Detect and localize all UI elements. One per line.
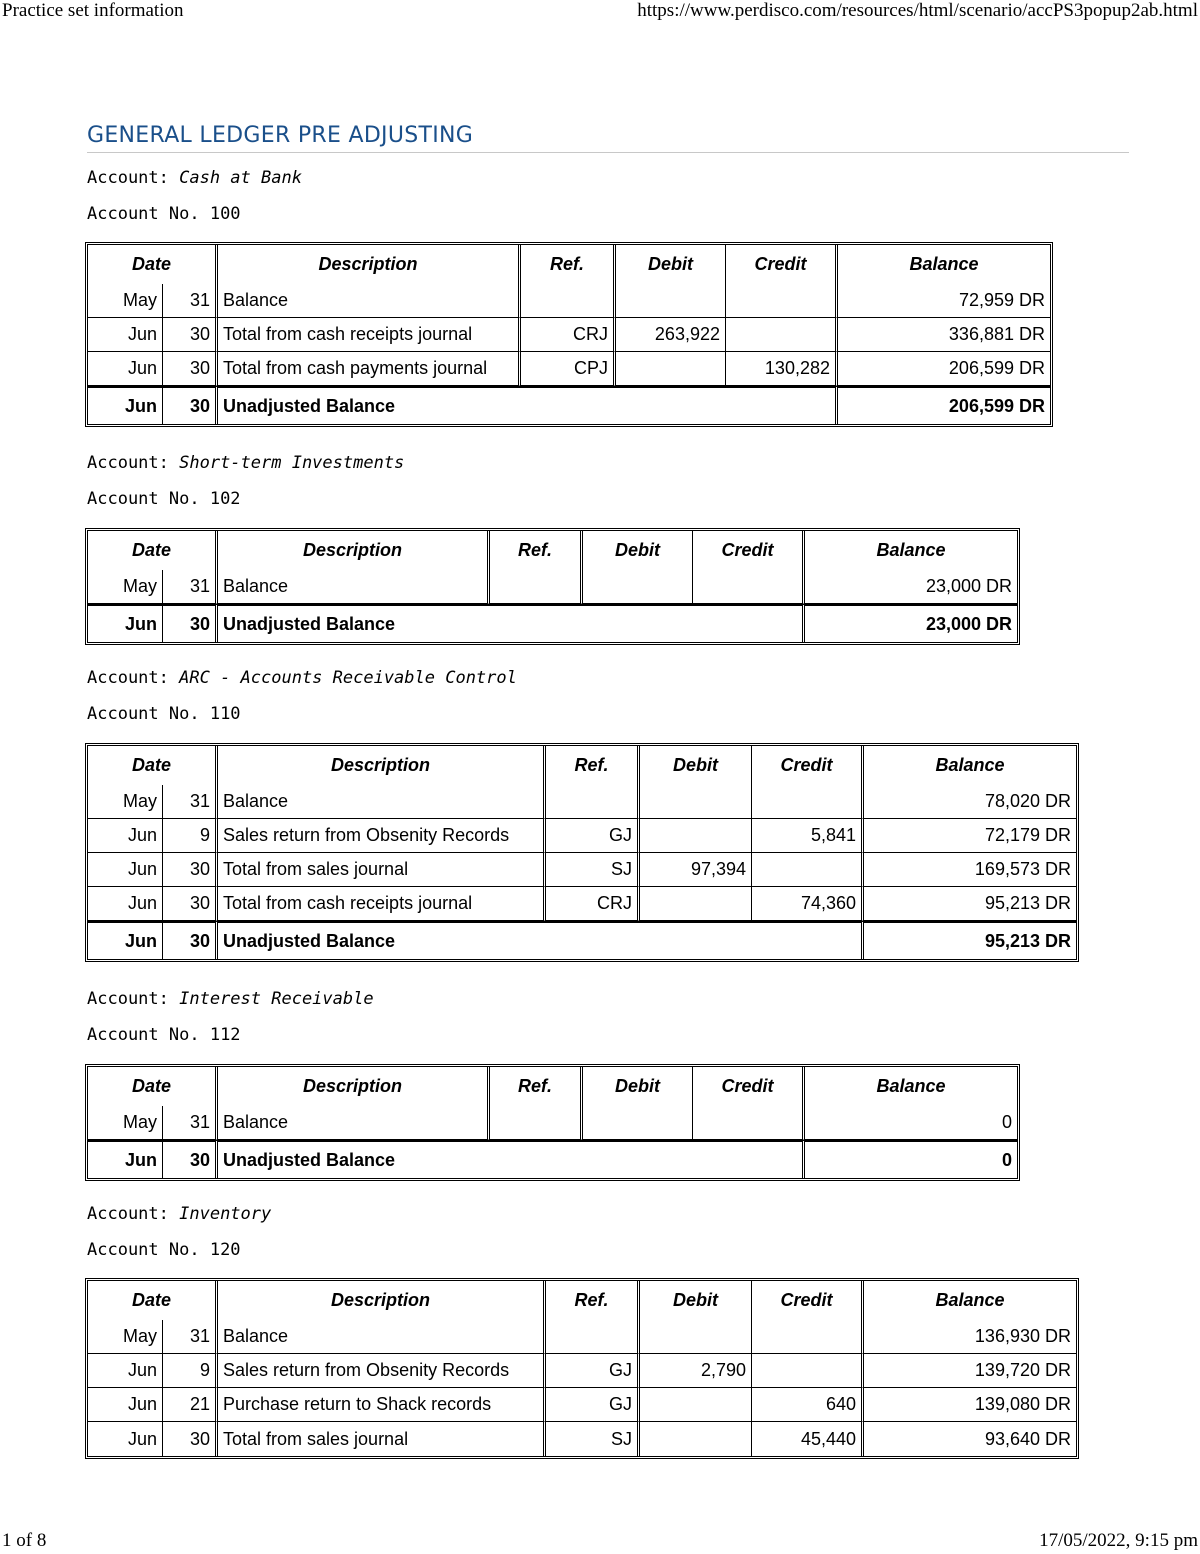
entry-day: 30 — [163, 887, 218, 921]
entry-credit: 640 — [752, 1388, 864, 1422]
entry-debit — [583, 570, 693, 604]
col-ref: Ref. — [490, 1067, 583, 1106]
ledger-row — [88, 1320, 1076, 1354]
total-month: Jun — [88, 921, 163, 959]
entry-balance: 78,020 DR — [864, 785, 1076, 819]
entry-description: Total from cash receipts journal — [218, 887, 546, 921]
col-debit: Debit — [616, 245, 726, 284]
col-description: Description — [218, 531, 490, 570]
entry-month: Jun — [88, 853, 163, 887]
entry-month: Jun — [88, 1388, 163, 1422]
entry-month: Jun — [88, 1354, 163, 1388]
total-month: Jun — [88, 386, 163, 424]
entry-description: Sales return from Obsenity Records — [218, 819, 546, 853]
account-label: Account: — [87, 453, 180, 473]
col-date: Date — [88, 746, 218, 785]
print-header-title: Practice set information — [2, 0, 184, 21]
col-date: Date — [88, 1281, 218, 1320]
ledger-header — [88, 531, 1017, 570]
entry-description: Balance — [218, 785, 546, 819]
ledger-table — [85, 1064, 1020, 1181]
total-day: 30 — [163, 386, 218, 424]
entry-ref — [490, 1106, 583, 1140]
entry-balance: 139,080 DR — [864, 1388, 1076, 1422]
col-balance: Balance — [935, 755, 1005, 775]
entry-day: 30 — [163, 318, 218, 352]
entry-ref: CRJ — [546, 887, 640, 921]
entry-credit — [752, 853, 864, 887]
entry-description: Total from cash payments journal — [218, 352, 521, 386]
col-balance: Balance — [876, 1076, 946, 1096]
entry-debit — [640, 1422, 752, 1456]
col-description: Description — [218, 1067, 490, 1106]
account-number-label: Account No. — [87, 204, 210, 224]
entry-day: 9 — [163, 819, 218, 853]
ledger-row — [88, 785, 1076, 819]
entry-credit — [693, 570, 805, 604]
entry-month: May — [88, 570, 163, 604]
col-debit: Debit — [583, 531, 693, 570]
ledger-table — [85, 528, 1020, 645]
page-counter: 1 of 8 — [2, 1530, 47, 1551]
entry-description: Purchase return to Shack records — [218, 1388, 546, 1422]
ledger-header — [88, 245, 1050, 284]
total-description: Unadjusted Balance — [218, 921, 864, 959]
entry-month: May — [88, 1106, 163, 1140]
entry-balance: 136,930 DR — [864, 1320, 1076, 1354]
total-description: Unadjusted Balance — [218, 1140, 805, 1178]
col-ref: Ref. — [546, 1281, 640, 1320]
print-timestamp: 17/05/2022, 9:15 pm — [1039, 1530, 1198, 1551]
ledger-row — [88, 1354, 1076, 1388]
entry-balance: 23,000 DR — [805, 570, 1017, 604]
account-number-label: Account No. — [87, 1025, 210, 1045]
col-debit: Debit — [640, 746, 752, 785]
account-label: Account: — [87, 668, 180, 688]
entry-day: 30 — [163, 352, 218, 386]
entry-credit: 130,282 — [726, 352, 838, 386]
col-balance: Balance — [935, 1290, 1005, 1310]
unadjusted-balance-row — [88, 1140, 1017, 1178]
print-header — [0, 0, 1200, 24]
col-ref: Ref. — [521, 245, 616, 284]
account-number: 102 — [209, 489, 241, 509]
entry-balance: 0 — [805, 1106, 1017, 1140]
unadjusted-balance-row — [88, 921, 1076, 959]
entry-ref: GJ — [546, 819, 640, 853]
entry-balance: 206,599 DR — [838, 352, 1050, 386]
account-name-line — [87, 167, 302, 189]
header-row — [88, 245, 1050, 284]
entry-month: May — [88, 284, 163, 318]
entry-day: 31 — [163, 785, 218, 819]
entry-debit — [640, 819, 752, 853]
ledger-row — [88, 352, 1050, 386]
ledger-row — [88, 284, 1050, 318]
account-name-line — [87, 452, 404, 474]
entry-month: Jun — [88, 887, 163, 921]
account-number-line — [87, 203, 241, 225]
print-header-url: https://www.perdisco.com/resources/html/scenario/accPS3popup2ab.html — [637, 0, 1198, 21]
entry-debit: 97,394 — [640, 853, 752, 887]
entry-balance: 72,959 DR — [838, 284, 1050, 318]
account-number: 100 — [209, 204, 241, 224]
entry-debit — [640, 887, 752, 921]
total-balance: 0 — [805, 1140, 1017, 1178]
ledger-row — [88, 1388, 1076, 1422]
total-day: 30 — [163, 921, 218, 959]
col-ref: Ref. — [490, 531, 583, 570]
ledger-body — [88, 785, 1076, 959]
account-number-label: Account No. — [87, 489, 210, 509]
page-title: GENERAL LEDGER PRE ADJUSTING — [87, 122, 1129, 153]
entry-balance: 93,640 DR — [984, 1428, 1071, 1449]
ledger-row — [88, 570, 1017, 604]
entry-month: May — [88, 785, 163, 819]
entry-balance: 139,720 DR — [864, 1354, 1076, 1388]
entry-month: Jun — [88, 819, 163, 853]
entry-credit: 74,360 — [752, 887, 864, 921]
account-name: Short-term Investments — [179, 453, 405, 473]
col-balance: Balance — [909, 254, 979, 274]
entry-balance: 95,213 DR — [864, 887, 1076, 921]
col-debit: Debit — [640, 1281, 752, 1320]
unadjusted-balance-row — [88, 604, 1017, 642]
col-balance: Balance — [876, 540, 946, 560]
entry-debit — [583, 1106, 693, 1140]
entry-ref: GJ — [546, 1354, 640, 1388]
entry-credit — [693, 1106, 805, 1140]
entry-day: 31 — [163, 1320, 218, 1354]
account-number: 120 — [209, 1240, 241, 1260]
account-name: ARC - Accounts Receivable Control — [179, 668, 517, 688]
ledger-row — [88, 1106, 1017, 1140]
account-label: Account: — [87, 168, 180, 188]
account-number-line — [87, 1024, 241, 1046]
ledger-row — [88, 819, 1076, 853]
entry-ref: SJ — [546, 1422, 640, 1456]
total-balance: 206,599 DR — [838, 386, 1050, 424]
unadjusted-balance-row — [88, 386, 1050, 424]
entry-month: May — [88, 1320, 163, 1354]
entry-day: 30 — [163, 1422, 218, 1456]
entry-credit — [752, 1354, 864, 1388]
account-name: Interest Receivable — [179, 989, 374, 1009]
account-name-line — [87, 1203, 271, 1225]
entry-ref — [521, 284, 616, 318]
account-name: Cash at Bank — [179, 168, 302, 188]
print-footer — [0, 1530, 1200, 1554]
col-credit: Credit — [752, 1281, 864, 1320]
account-name-line — [87, 667, 517, 689]
header-row — [88, 1067, 1017, 1106]
ledger-header — [88, 746, 1076, 785]
account-number-line — [87, 1239, 241, 1261]
total-description: Unadjusted Balance — [218, 604, 805, 642]
ledger-row — [88, 1422, 1076, 1456]
entry-credit: 5,841 — [752, 819, 864, 853]
entry-debit — [640, 1320, 752, 1354]
entry-ref — [490, 570, 583, 604]
ledger-body — [88, 284, 1050, 424]
total-balance: 95,213 DR — [864, 921, 1076, 959]
entry-description: Balance — [218, 1106, 490, 1140]
ledger-header — [88, 1067, 1017, 1106]
entry-credit — [726, 318, 838, 352]
ledger-body — [88, 1320, 1076, 1456]
account-name-line — [87, 988, 374, 1010]
total-month: Jun — [88, 1140, 163, 1178]
ledger-table — [85, 1278, 1079, 1459]
entry-month: Jun — [88, 318, 163, 352]
entry-ref: SJ — [546, 853, 640, 887]
ledger-row — [88, 887, 1076, 921]
entry-ref — [546, 785, 640, 819]
entry-ref: CPJ — [521, 352, 616, 386]
total-description: Unadjusted Balance — [218, 386, 838, 424]
entry-balance: 72,179 DR — [864, 819, 1076, 853]
entry-credit: 45,440 — [752, 1422, 864, 1456]
ledger-row — [88, 853, 1076, 887]
total-day: 30 — [163, 1140, 218, 1178]
entry-ref: CRJ — [521, 318, 616, 352]
entry-description: Balance — [218, 1320, 546, 1354]
entry-debit — [640, 1388, 752, 1422]
col-date: Date — [88, 1067, 218, 1106]
col-credit: Credit — [726, 245, 838, 284]
col-date: Date — [88, 531, 218, 570]
entry-day: 31 — [163, 570, 218, 604]
total-day: 30 — [163, 604, 218, 642]
account-number-label: Account No. — [87, 704, 210, 724]
ledger-body — [88, 1106, 1017, 1178]
col-credit: Credit — [693, 531, 805, 570]
account-number: 110 — [209, 704, 241, 724]
entry-balance: 336,881 DR — [838, 318, 1050, 352]
account-label: Account: — [87, 1204, 180, 1224]
entry-month: Jun — [88, 1422, 163, 1456]
account-number-line — [87, 488, 241, 510]
entry-description: Total from sales journal — [218, 853, 546, 887]
entry-description: Total from sales journal — [218, 1422, 546, 1456]
ledger-table — [85, 242, 1053, 427]
entry-day: 9 — [163, 1354, 218, 1388]
entry-day: 21 — [163, 1388, 218, 1422]
entry-month: Jun — [88, 352, 163, 386]
header-row — [88, 746, 1076, 785]
entry-debit: 2,790 — [640, 1354, 752, 1388]
col-debit: Debit — [583, 1067, 693, 1106]
entry-credit — [752, 785, 864, 819]
entry-debit — [616, 352, 726, 386]
entry-day: 31 — [163, 1106, 218, 1140]
ledger-table — [85, 743, 1079, 962]
col-credit: Credit — [752, 746, 864, 785]
account-number-label: Account No. — [87, 1240, 210, 1260]
total-balance: 23,000 DR — [805, 604, 1017, 642]
ledger-header — [88, 1281, 1076, 1320]
entry-description: Balance — [218, 284, 521, 318]
entry-ref — [546, 1320, 640, 1354]
header-row — [88, 531, 1017, 570]
entry-debit — [616, 284, 726, 318]
col-description: Description — [218, 746, 546, 785]
entry-debit: 263,922 — [616, 318, 726, 352]
account-name: Inventory — [179, 1204, 272, 1224]
entry-day: 31 — [163, 284, 218, 318]
account-number: 112 — [209, 1025, 241, 1045]
account-label: Account: — [87, 989, 180, 1009]
col-description: Description — [218, 1281, 546, 1320]
ledger-body — [88, 570, 1017, 642]
header-row — [88, 1281, 1076, 1320]
entry-credit — [726, 284, 838, 318]
entry-description: Total from cash receipts journal — [218, 318, 521, 352]
entry-balance: 169,573 DR — [864, 853, 1076, 887]
entry-ref: GJ — [546, 1388, 640, 1422]
total-month: Jun — [88, 604, 163, 642]
entry-description: Sales return from Obsenity Records — [218, 1354, 546, 1388]
col-ref: Ref. — [546, 746, 640, 785]
entry-description: Balance — [218, 570, 490, 604]
col-credit: Credit — [693, 1067, 805, 1106]
col-description: Description — [218, 245, 521, 284]
entry-day: 30 — [163, 853, 218, 887]
entry-debit — [640, 785, 752, 819]
entry-credit — [752, 1320, 864, 1354]
account-number-line — [87, 703, 241, 725]
col-date: Date — [88, 245, 218, 284]
ledger-row — [88, 318, 1050, 352]
